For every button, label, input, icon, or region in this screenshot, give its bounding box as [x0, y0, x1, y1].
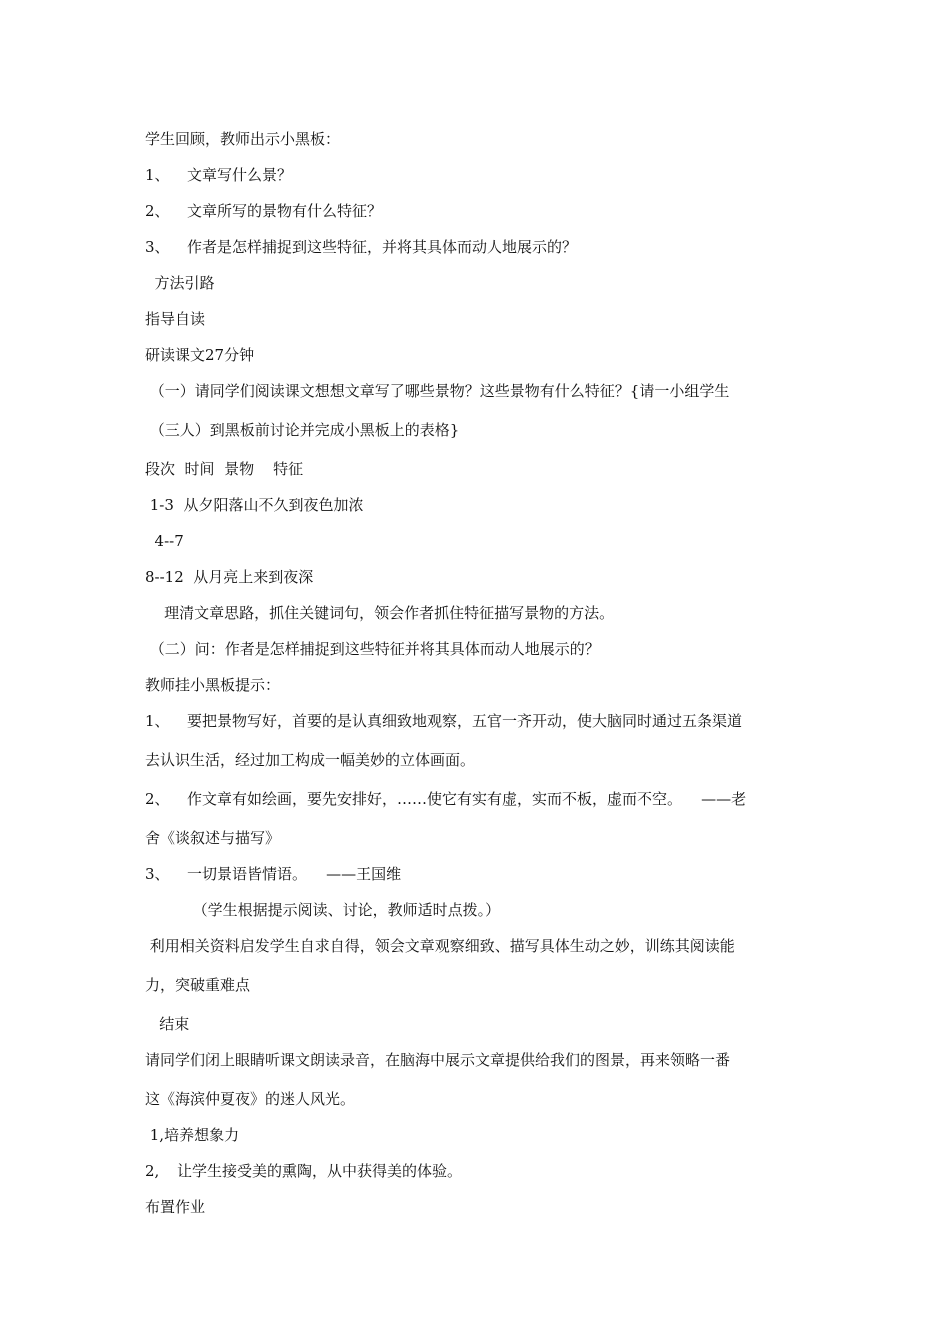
line-text: 方法引路 — [145, 274, 215, 292]
text-line — [145, 345, 815, 365]
line-text: 1,培养想象力 — [145, 1126, 240, 1144]
line-text: 请同学们闭上眼睛听课文朗读录音，在脑海中展示文章提供给我们的图景，再来领略一番 — [145, 1051, 731, 1069]
text-line — [145, 420, 815, 440]
line-text: （三人）到黑板前讨论并完成小黑板上的表格} — [145, 421, 460, 439]
item-text: 文章写什么景？ — [187, 166, 293, 184]
text-line — [145, 975, 815, 995]
item-text: 要把景物写好，首要的是认真细致地观察，五官一齐开动，使大脑同时通过五条渠道 — [187, 712, 743, 730]
item-text: 让学生接受美的熏陶，从中获得美的体验。 — [177, 1162, 463, 1180]
line-text: 8--12 从月亮上来到夜深 — [145, 568, 314, 586]
line-text: 布置作业 — [145, 1198, 206, 1216]
line-text: 去认识生活，经过加工构成一幅美妙的立体画面。 — [145, 751, 476, 769]
line-text: 段次 时间 景物 特征 — [145, 460, 304, 478]
item-number: 2, — [145, 1162, 160, 1180]
line-text: 结束 — [145, 1015, 190, 1033]
item-number: 1、 — [145, 712, 170, 730]
text-line — [145, 1089, 815, 1109]
item-text: 一切景语皆情语。 ——王国维 — [187, 865, 402, 883]
table-row-line — [145, 567, 815, 587]
numbered-item — [145, 711, 815, 731]
item-number: 1、 — [145, 166, 170, 184]
line-text: 1-3 从夕阳落山不久到夜色加浓 — [145, 496, 364, 514]
text-line — [145, 381, 815, 401]
numbered-item — [145, 864, 815, 884]
line-text: 4--7 — [145, 532, 184, 550]
text-line — [145, 1125, 815, 1145]
table-header-line — [145, 459, 815, 479]
text-line — [145, 1050, 815, 1070]
line-text: 这《海滨仲夏夜》的迷人风光。 — [145, 1090, 356, 1108]
section-heading — [145, 1014, 815, 1034]
text-line — [145, 750, 815, 770]
line-text: 研读课文27分钟 — [145, 346, 255, 364]
item-text: 作者是怎样捕捉到这些特征，并将其具体而动人地展示的？ — [187, 238, 578, 256]
text-line — [145, 900, 815, 920]
text-line — [145, 309, 815, 329]
text-line — [145, 675, 815, 695]
line-text: 理清文章思路，抓住关键词句，领会作者抓住特征描写景物的方法。 — [145, 604, 615, 622]
text-line — [145, 603, 815, 623]
line-text: 教师挂小黑板提示： — [145, 676, 281, 694]
line-text: 力，突破重难点 — [145, 976, 251, 994]
text-line — [145, 828, 815, 848]
line-text: 指导自读 — [145, 310, 206, 328]
item-text: 文章所写的景物有什么特征？ — [187, 202, 383, 220]
line-text: 舍《谈叙述与描写》 — [145, 829, 281, 847]
section-heading — [145, 273, 815, 293]
numbered-item — [145, 201, 815, 221]
numbered-item — [145, 789, 815, 809]
item-number: 2、 — [145, 790, 170, 808]
line-text: 学生回顾，教师出示小黑板： — [145, 130, 341, 148]
numbered-item — [145, 165, 815, 185]
item-number: 3、 — [145, 865, 170, 883]
text-line — [145, 936, 815, 956]
text-line — [145, 129, 815, 149]
item-number: 3、 — [145, 238, 170, 256]
line-text: （一）请同学们阅读课文想想文章写了哪些景物？这些景物有什么特征？{请一小组学生 — [145, 382, 730, 400]
item-text: 作文章有如绘画，要先安排好，……使它有实有虚，实而不板，虚而不空。 ——老 — [187, 790, 747, 808]
item-number: 2、 — [145, 202, 170, 220]
line-text: 利用相关资料启发学生自求自得，领会文章观察细致、描写具体生动之妙，训练其阅读能 — [145, 937, 735, 955]
text-line — [145, 639, 815, 659]
text-line — [145, 1197, 815, 1217]
line-text: （学生根据提示阅读、讨论，教师适时点拨。） — [145, 901, 501, 919]
numbered-item — [145, 1161, 815, 1181]
line-text: （二）问：作者是怎样捕捉到这些特征并将其具体而动人地展示的？ — [145, 640, 600, 658]
numbered-item — [145, 237, 815, 257]
table-row-line — [145, 531, 815, 551]
table-row-line — [145, 495, 815, 515]
